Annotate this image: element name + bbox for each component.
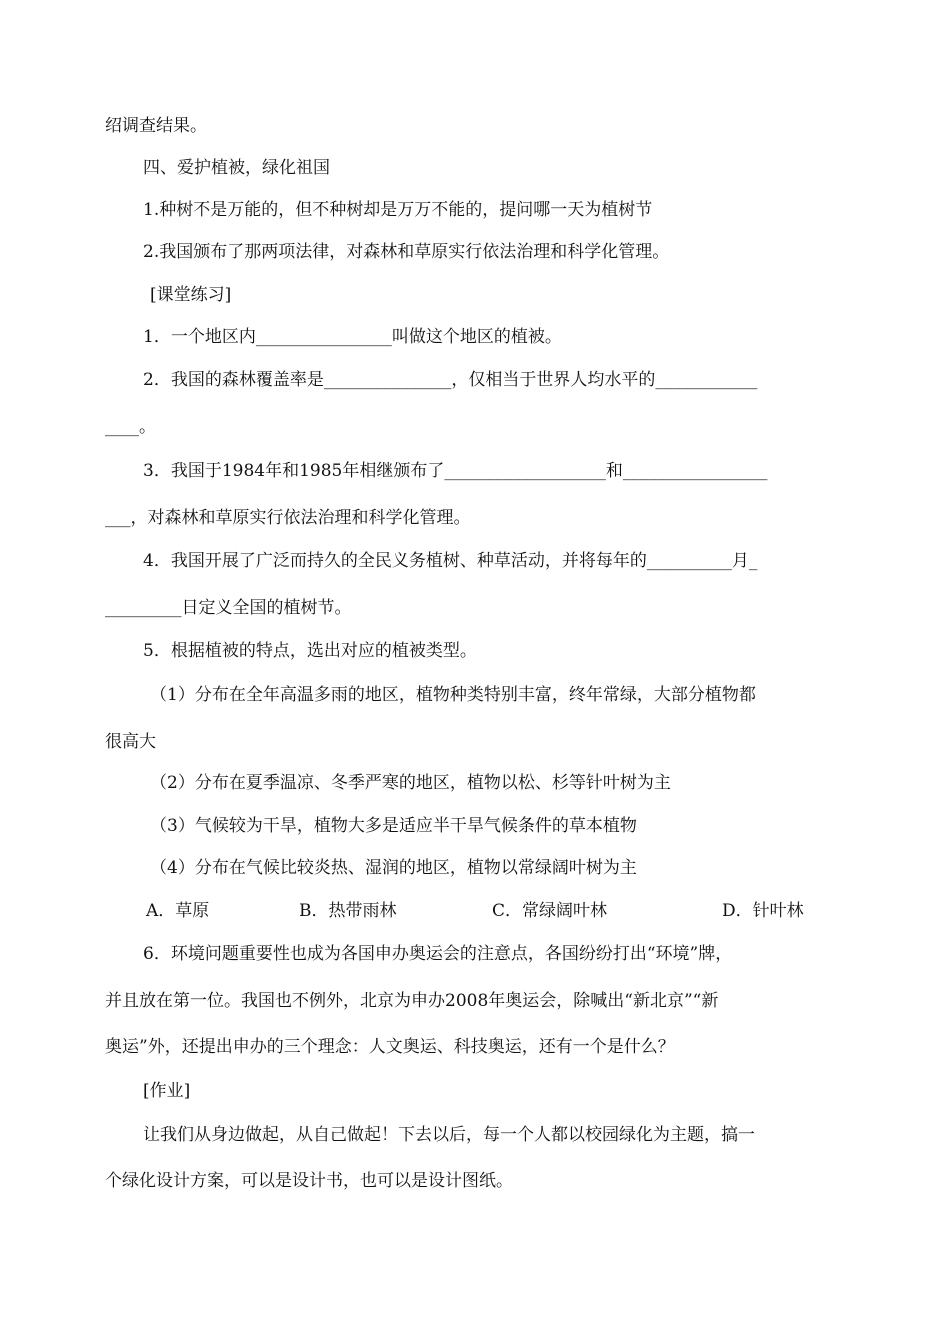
question-3-cont: ___，对森林和草原实行依法治理和科学化管理。 (105, 508, 471, 528)
option-c: C．常绿阔叶林 (492, 901, 608, 921)
question-5-item-4: （4）分布在气候比较炎热、湿润的地区，植物以常绿阔叶树为主 (150, 858, 637, 878)
option-d: D．针叶林 (722, 901, 804, 921)
question-2: 2．我国的森林覆盖率是_______________，仅相当于世界人均水平的____________ (143, 370, 758, 390)
question-5-item-2: （2）分布在夏季温凉、冬季严寒的地区，植物以松、杉等针叶树为主 (150, 773, 671, 793)
question-1: 1．一个地区内________________叫做这个地区的植被。 (143, 327, 562, 347)
question-5-item-3: （3）气候较为干旱，植物大多是适应半干旱气候条件的草本植物 (150, 816, 637, 836)
homework-text: 让我们从身边做起，从自己做起！下去以后，每一个人都以校园绿化为主题，搞一 (143, 1125, 755, 1145)
question-4: 4．我国开展了广泛而持久的全民义务植树、种草活动，并将每年的__________月_ (143, 551, 758, 571)
exercise-heading: [课堂练习] (150, 285, 232, 305)
question-4-cont: _________日定义全国的植树节。 (105, 598, 352, 618)
question-3: 3．我国于1984年和1985年相继颁布了___________________和_________________ (143, 461, 768, 481)
question-6: 6．环境问题重要性也成为各国申办奥运会的注意点，各国纷纷打出“环境”牌， (143, 944, 733, 964)
option-a: A．草原 (146, 901, 210, 921)
homework-text-cont: 个绿化设计方案，可以是设计书，也可以是设计图纸。 (105, 1171, 513, 1191)
section-heading: 四、爱护植被，绿化祖国 (143, 158, 330, 178)
question-6-cont: 并且放在第一位。我国也不例外，北京为申办2008年奥运会，除喊出“新北京”“新 (105, 991, 719, 1011)
question-5: 5．根据植被的特点，选出对应的植被类型。 (143, 641, 477, 661)
question-5-item-1: （1）分布在全年高温多雨的地区，植物种类特别丰富，终年常绿，大部分植物都 (150, 685, 756, 705)
question-2-cont: ____。 (105, 417, 156, 437)
text-line: 2.我国颁布了那两项法律，对森林和草原实行依法治理和科学化管理。 (143, 242, 670, 262)
question-5-item-1-cont: 很高大 (105, 732, 156, 752)
option-b: B．热带雨林 (299, 901, 397, 921)
question-6-cont: 奥运”外，还提出申办的三个理念：人文奥运、科技奥运，还有一个是什么？ (105, 1037, 675, 1057)
text-line: 1.种树不是万能的，但不种树却是万万不能的，提问哪一天为植树节 (143, 200, 653, 220)
homework-heading: [作业] (143, 1081, 191, 1101)
text-line: 绍调查结果。 (105, 116, 207, 136)
